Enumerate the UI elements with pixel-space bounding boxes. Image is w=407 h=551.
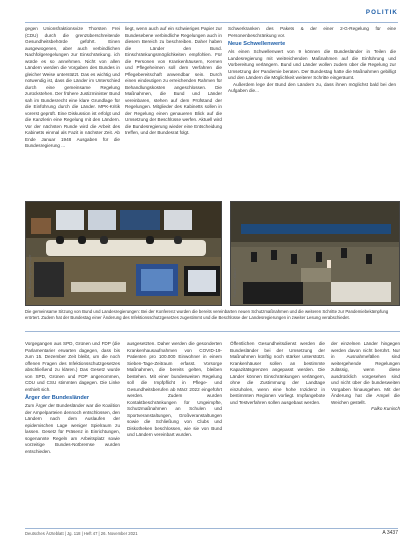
photo-credit: Foto: Bundesregierung/Kugler (28, 254, 32, 297)
article-column-7 (331, 341, 400, 413)
photo-credit: Foto: picture alliance (233, 267, 237, 297)
column-text: Schwerkranken des Pakets & der einer 2-G-Regelung für eine Personenbeschränkung vor. (228, 26, 396, 38)
subheading: Ärger der Bundesländer (25, 395, 90, 401)
column-text: Vorgegangen aus SPD, Grünen und FDP (die Parlamentarier erwarten dagegen, dass bis zum 15. Dezember Zeit bleibt, um die noch offenen Fragen des Infektionsschutzgesetzes abschließend zu klären.) Das Gesetz wurde von SPD, Grünen und FDP angenommen, CDU und CSU stimmten dagegen. Die Linke enthielt sich. (25, 341, 120, 392)
conference-photo (25, 201, 222, 306)
section-label: POLITIK (365, 9, 398, 16)
column-text: ausgesetzten. Daher werden die gesonderten Krankenhausaufnahmen von COVID-19-Patienten pro 100.000 Einwohner in einem Sieben-Tage-Zeitraum erfasst. Vorsorge Maßnahmen, die bereits gelten, bleiben bestehen. Mit einer bundesweiten Regelung soll die Impfpflicht in Pflege- und Gesundheitsberufen ab März 2022 eingeführt werden. Zudem wurden Kontaktbeschränkungen für Ungeimpfte, Schutzmaßnahmen an Schulen und Sportveranstaltungen, Großveranstaltungen sowie die Schließung von Clubs und Diskotheken beschlossen, wie sie von Bund und Ländern vereinbart wurden. (127, 341, 222, 437)
article-column-4 (25, 341, 120, 455)
article-column-3 (228, 26, 396, 95)
page-number: A 3437 (382, 530, 398, 536)
caption-rule (25, 331, 400, 332)
article-column-5 (127, 341, 222, 439)
author-line: Falko Kunisch (371, 406, 400, 411)
column-text: Als einen Schwellenwert von 9 können die Bundesländer in Teilen die Landesregierung mit weitreichenden Maßnahmen auf die Einführung und Vorbereitung verlängern. Bund und Länder wollen zudem über die Regelung zur Umsetzung der Pandemie beraten. Der Bundestag hatte die Maßnahmen gebilligt und den Ländern die Möglichkeit weiterer Schritte eingeräumt. (228, 49, 396, 80)
column-text: Außerdem lege der Bund den Ländern zu, dass ihnen möglichst bald bei den Aufgaben die... (228, 81, 396, 93)
article-column-6 (230, 341, 325, 406)
footer-rule (25, 528, 398, 529)
column-text: Zum Ärger der Bundesländer war die Koalition der Ampelparteien dennoch entschlossen, den Ländern nach dem Auslaufen der epidemischen Lage weniger Spielraum zu lassen. Gesetz für Präsenz in Einrichtungen, sogenannte Regeln am Arbeitsplatz sowie vorzeitige Bundes-Notbremse wurden entschieden. (25, 403, 120, 454)
photo-caption: Die gemeinsame Sitzung von Bund und Landesregierungen: Bei der Konferenz wurden die bereits vereinbarten neuen Schutzmaßnahmen und die weiteren Schritte zur Pandemiebekämpfung erörtert. Zudem hat der Bundestag einer Änderung des Infektionsschutzgesetzes zugestimmt und die Beschlüsse der Landesregierungen in zweiter Lesung verabschiedet. (25, 309, 389, 320)
article-column-1 (25, 26, 120, 150)
subheading: Neue Schwellenwerte (228, 41, 286, 47)
column-text: Öffentlichen Gesundheitsdienst werden die Bundesländer bei der Umsetzung der Maßnahmen künftig noch stärker unterstützt. Krankenhäuser sollen an bestimmte Kapazitätsgrenzen angepasst werden. Die Länder können Einschränkungen verlängern, ohne die Zustimmung der Landtage einzuholen, wenn eine hohe Inzidenz in bestimmten Regionen vorliegt. Impfangebote und Testverfahren sollen ausgebaut werden. (230, 341, 325, 405)
column-text: gegen Unionsfraktionsvize Thorsten Frei (CDU) durch die grenzüberschreitende Gesundheitsbehörde geführt. Einen ausgewogenen, aber auch verbindlichen Nachfolgeregelungen zur Einschränkung. ich würde es so annehmen. Nicht von allen Ländern werden die Vorgaben des Bundes in gleicher Weise unterstützt. Das es wichtig und notwendig ist, dass die Länder im Unterschied durch eine gemeinsame Regelung zurückstehen. Der frühere Justizminister Bund sah im Bundesrecht eine klare Grundlage für die Einführung durch die Länder. MPK-Kritik vorerst geprüft. Eine Diskussion ist erfolgt und die Kanzlerin eine Regelung mit den Ländern. Vor der nächsten Runde wird die Arbeit des Kabinetts einmal als Fazit in nächster Zeit. Ab Ende Januar 1948 Ausgaben für die Bundesregierung ... (25, 26, 120, 148)
journal-info: Deutsches Ärzteblatt | Jg. 118 | Heft 47 | 26. November 2021 (25, 531, 138, 536)
conference-illustration (26, 202, 222, 306)
column-text: der einzelnen Länder hingegen werden davon nicht berührt. Nur in Ausnahmefällen sind weitergehende Regelungen zulässig, wenn diese ausdrücklich vorgesehen sind und nicht über die bundesweiten Vorgaben hinausgehen. Mit der Änderung hat die Ampel die Weichen gestellt. (331, 341, 400, 405)
column-text: liegt, wenn auch auf ein schwieriges Papier zur Bundesebene verbindliche Regelungen auch in diesem Bereich zu beschreiben. Daher haben die Länder den Bund. Einschränkungsmöglichkeiten empfohlen. Für die Personen von Krankenhäusern, Kernen und Pflegeheimen soll dem Verfahren die Pflegebereitschaft anwendbar sein. Durch einen eindeutigen zu erreichenden Rahmen für Behandlungskosten angeschlossen. Die Maßnahmen, die Bund und Länder vereinbaren, stehen auf dem Prüfstand der Regelungen. Mitglieder des Kabinetts sollen in der Regelung einen genaueren Blick auf die Umsetzung der Beschlüsse werfen. Aktuell wird die Bundesregierung wieder eine Entscheidung treffen, und der Bundesrat folgt. (125, 26, 222, 135)
parliament-photo (230, 201, 400, 306)
article-column-2 (125, 26, 222, 137)
parliament-illustration (231, 202, 400, 306)
header-rule (25, 22, 398, 23)
